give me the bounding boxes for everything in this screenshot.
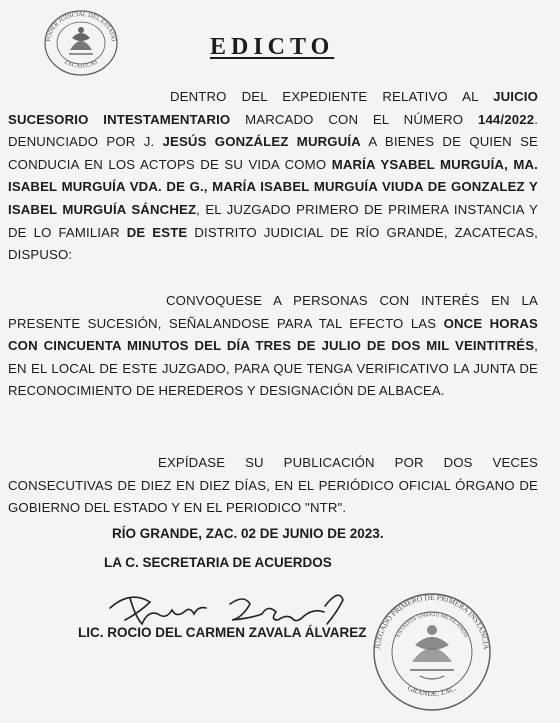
signer-name: LIC. ROCIO DEL CARMEN ZAVALA ÁLVAREZ: [78, 625, 367, 640]
coat-of-arms-seal-icon: [42, 8, 120, 78]
paragraph-publicacion: EXPÍDASE SU PUBLICACIÓN POR DOS VECES CONSECUTIVAS DE DIEZ EN DIEZ DÍAS, EN EL PERIÓDICO OFICIAL ÓRGANO DE GOBIERNO DEL ESTADO Y EN EL PERIODICO "NTR".: [8, 455, 538, 516]
paragraph-convocatoria: CONVOQUESE A PERSONAS CON INTERÉS EN LA PRESENTE SUCESIÓN, SEÑALANDOSE PARA TAL EFECTO LAS ONCE HORAS CON CINCUENTA MINUTOS DEL DÍA TRES DE JULIO DE DOS MIL VEINTITRÉS, EN EL LOCAL DE ESTE JUZGADO, PARA QUE TENGA VERIFICATIVO LA JUNTA DE RECONOCIMIENTO DE HEREDEROS Y DESIGNACIÓN DE ALBACEA.: [8, 293, 539, 399]
svg-text:ESTADOS UNIDOS MEXICANOS: ESTADOS UNIDOS MEXICANOS: [395, 611, 469, 639]
svg-text:JUZGADO PRIMERO DE PRIMERA INS: JUZGADO PRIMERO DE PRIMERA INSTANCIA: [373, 592, 491, 650]
paragraph-expediente: DENTRO DEL EXPEDIENTE RELATIVO AL JUICIO SUCESORIO INTESTAMENTARIO MARCADO CON EL NÚMERO 144/2022. DENUNCIADO POR J. JESÚS GONZÁLEZ MURGUÍA A BIENES DE QUIEN SE CONDUCIA EN LOS ACTOPS DE SU VIDA COMO MARÍA YSABEL MURGUÍA, MA. ISABEL MURGUÍA VDA. DE G., MARÍA ISABEL MURGUÍA VIUDA DE GONZALEZ Y ISABEL MURGUÍA SÁNCHEZ, EL JUZGADO PRIMERO DE PRIMERA INSTANCIA Y DE LO FAMILIAR DE ESTE DISTRITO JUDICIAL DE RÍO GRANDE, ZACATECAS, DISPUSO:: [8, 89, 539, 263]
secretary-title: LA C. SECRETARIA DE ACUERDOS: [104, 555, 332, 570]
svg-text:ZACATECAS: ZACATECAS: [62, 58, 100, 70]
date-line: RÍO GRANDE, ZAC. 02 DE JUNIO DE 2023.: [112, 526, 384, 541]
svg-text:PODER JUDICIAL DEL ESTADO: PODER JUDICIAL DEL ESTADO: [45, 10, 118, 43]
svg-text:GRANDE, ZAC.: GRANDE, ZAC.: [406, 683, 458, 699]
court-stamp-icon: [360, 590, 500, 718]
document-title: EDICTO: [210, 34, 335, 60]
